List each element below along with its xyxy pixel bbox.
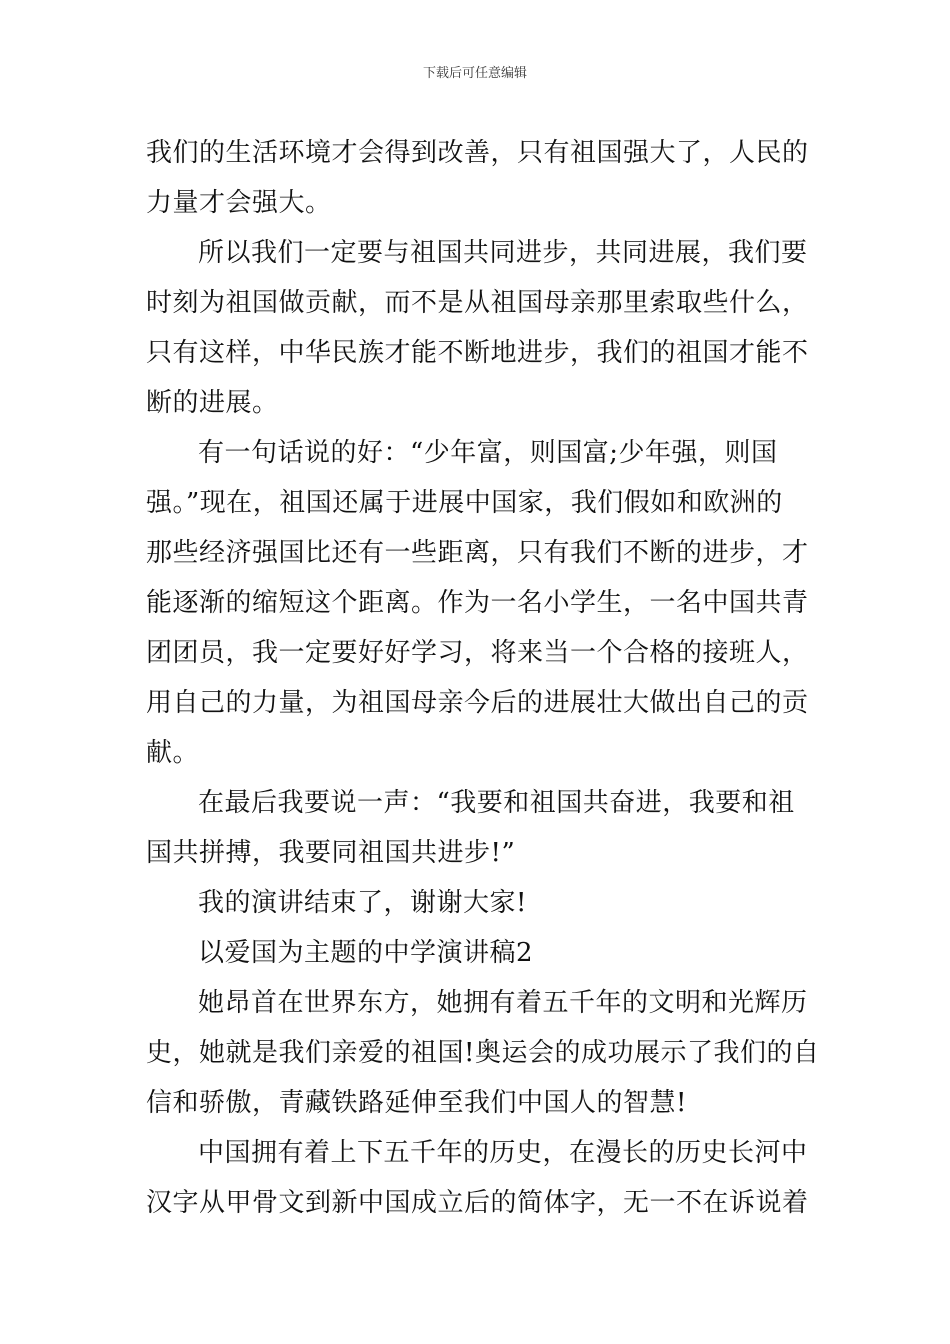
text-line: 国共拼搏，我要同祖国共进步!” [146,838,516,868]
text-line: 团团员，我一定要好好学习，将来当一个合格的接班人， [146,638,809,668]
text-line: 史，她就是我们亲爱的祖国!奥运会的成功展示了我们的自 [146,1038,820,1068]
text-line: 断的进展。 [146,388,279,418]
text-line: 中国拥有着上下五千年的历史，在漫长的历史长河中 [198,1138,808,1168]
text-line: 献。 [146,738,200,768]
text-line: 那些经济强国比还有一些距离，只有我们不断的进步，才 [146,538,809,568]
text-line: 汉字从甲骨文到新中国成立后的简体字，无一不在诉说着 [146,1188,809,1218]
text-line: 力量才会强大。 [146,188,332,218]
text-line: 只有这样，中华民族才能不断地进步，我们的祖国才能不 [146,338,809,368]
text-line: 她昂首在世界东方，她拥有着五千年的文明和光辉历 [198,988,808,1018]
text-line: 我的演讲结束了，谢谢大家! [198,888,527,918]
text-line: 用自己的力量，为祖国母亲今后的进展壮大做出自己的贡 [146,688,809,718]
page-header: 下载后可任意编辑 [422,66,527,81]
text-line: 强。”现在，祖国还属于进展中国家，我们假如和欧洲的 [146,488,783,518]
text-line: 在最后我要说一声：“我要和祖国共奋进，我要和祖 [198,788,795,818]
text-line: 所以我们一定要与祖国共同进步，共同进展，我们要 [198,238,808,268]
text-line: 能逐渐的缩短这个距离。作为一名小学生，一名中国共青 [146,588,809,618]
text-line: 有一句话说的好：“少年富，则国富;少年强，则国 [198,438,778,468]
document-body [146,128,820,1228]
text-line: 我们的生活环境才会得到改善，只有祖国强大了，人民的 [146,138,809,168]
text-line: 以爱国为主题的中学演讲稿2 [198,938,534,968]
text-line: 信和骄傲，青藏铁路延伸至我们中国人的智慧! [146,1088,687,1118]
text-line: 时刻为祖国做贡献，而不是从祖国母亲那里索取些什么， [146,288,809,318]
